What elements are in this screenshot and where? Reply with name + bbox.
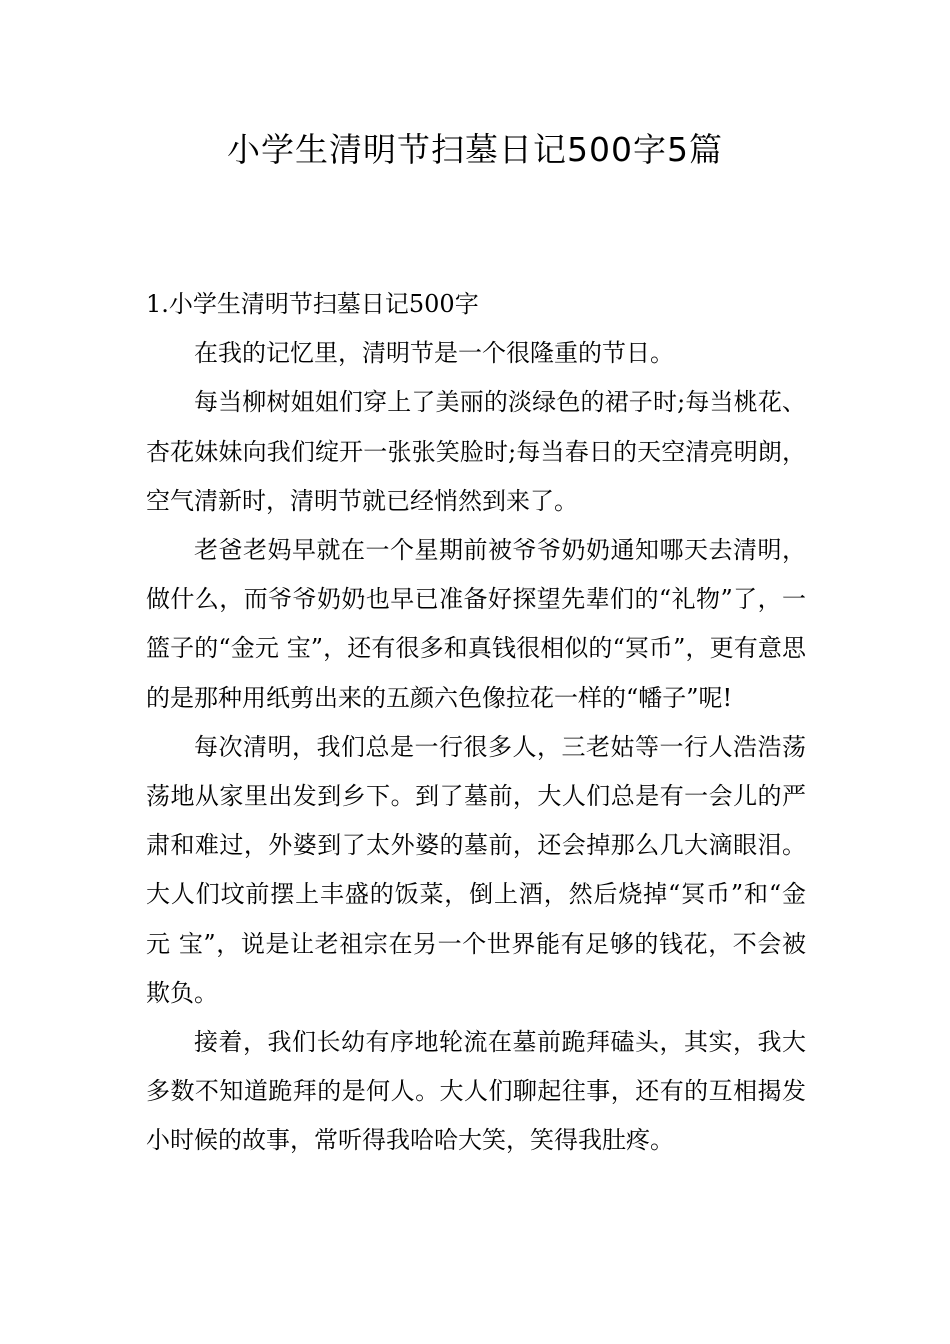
paragraph-3: 老爸老妈早就在一个星期前被爷爷奶奶通知哪天去清明，做什么，而爷爷奶奶也早已准备好探望先辈们的“礼物”了，一篮子的“金元 宝”，还有很多和真钱很相似的“冥币”，更有意思的是那种用纸剪出来的五颜六色像拉花一样的“幡子”呢! bbox=[146, 536, 806, 712]
paragraph-1: 在我的记忆里，清明节是一个很隆重的节日。 bbox=[194, 339, 674, 368]
paragraph-2: 每当柳树姐姐们穿上了美丽的淡绿色的裙子时;每当桃花、杏花妹妹向我们绽开一张张笑脸时;每当春日的天空清亮明朗，空气清新时，清明节就已经悄然到来了。 bbox=[146, 388, 806, 515]
paragraph-4: 每次清明，我们总是一行很多人，三老姑等一行人浩浩荡荡地从家里出发到乡下。到了墓前，大人们总是有一会儿的严肃和难过，外婆到了太外婆的墓前，还会掉那么几大滴眼泪。大人们坟前摆上丰盛的饭菜，倒上酒，然后烧掉“冥币”和“金元 宝”，说是让老祖宗在另一个世界能有足够的钱花，不会被欺负。 bbox=[146, 732, 806, 1007]
paragraph-5: 接着，我们长幼有序地轮流在墓前跪拜磕头，其实，我大多数不知道跪拜的是何人。大人们聊起往事，还有的互相揭发小时候的故事，常听得我哈哈大笑，笑得我肚疼。 bbox=[146, 1028, 806, 1155]
section-heading: 1.小学生清明节扫墓日记500字 bbox=[146, 290, 479, 318]
document-body bbox=[146, 280, 806, 1166]
document-title: 小学生清明节扫墓日记500字5篇 bbox=[227, 130, 723, 169]
